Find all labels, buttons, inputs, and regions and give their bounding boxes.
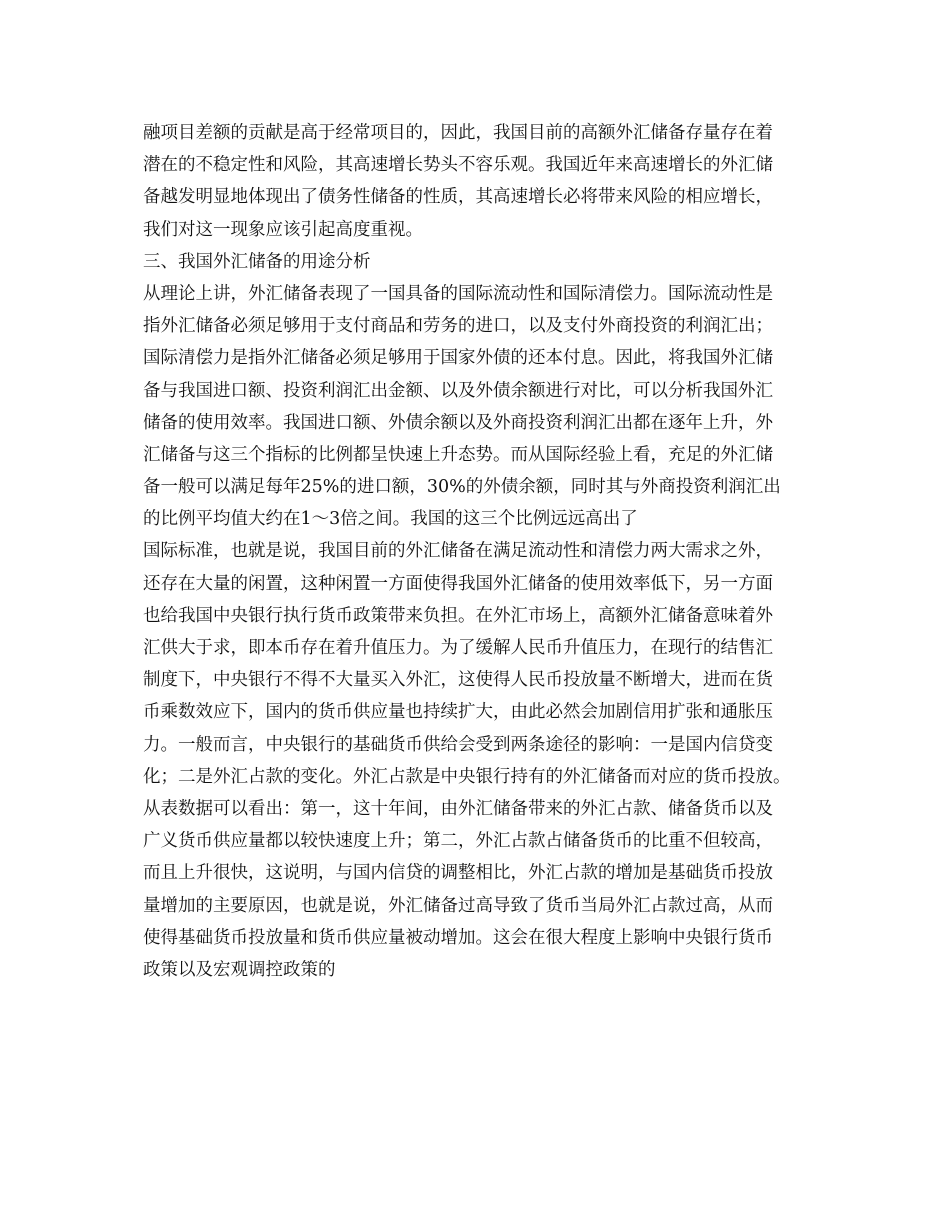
text-line: 币乘数效应下，国内的货币供应量也持续扩大，由此必然会加剧信用扩张和通胀压	[143, 702, 773, 723]
text-line: 备与我国进口额、投资利润汇出金额、以及外债余额进行对比，可以分析我国外汇	[143, 380, 773, 401]
section-heading: 三、我国外汇储备的用途分析	[143, 251, 371, 272]
text-line: 指外汇储备必须足够用于支付商品和劳务的进口，以及支付外商投资的利润汇出；	[143, 316, 773, 337]
body-text	[143, 117, 823, 986]
text-line: 从表数据可以看出：第一，这十年间，由外汇储备带来的外汇占款、储备货币以及	[143, 798, 773, 819]
text-line: 政策以及宏观调控政策的	[143, 959, 336, 980]
text-line: 而且上升很快，这说明，与国内信贷的调整相比，外汇占款的增加是基础货币投放	[143, 863, 773, 884]
text-line: 化；二是外汇占款的变化。外汇占款是中央银行持有的外汇储备而对应的货币投放。	[143, 766, 791, 787]
text-line: 还存在大量的闲置，这种闲置一方面使得我国外汇储备的使用效率低下，另一方面	[143, 573, 773, 594]
text-line: 的比例平均值大约在1～3倍之间。我国的这三个比例远远高出了	[143, 509, 638, 530]
text-line: 汇储备与这三个指标的比例都呈快速上升态势。而从国际经验上看，充足的外汇储	[143, 444, 773, 465]
text-line: 备一般可以满足每年25%的进口额，30%的外债余额，同时其与外商投资利润汇出	[143, 477, 781, 498]
text-line: 从理论上讲，外汇储备表现了一国具备的国际流动性和国际清偿力。国际流动性是	[143, 283, 773, 304]
text-line: 国际清偿力是指外汇储备必须足够用于国家外债的还本付息。因此，将我国外汇储	[143, 348, 773, 369]
text-line: 也给我国中央银行执行货币政策带来负担。在外汇市场上，高额外汇储备意味着外	[143, 605, 773, 626]
text-line: 量增加的主要原因，也就是说，外汇储备过高导致了货币当局外汇占款过高，从而	[143, 895, 773, 916]
text-line: 融项目差额的贡献是高于经常项目的，因此，我国目前的高额外汇储备存量存在着	[143, 123, 773, 143]
text-line: 力。一般而言，中央银行的基础货币供给会受到两条途径的影响：一是国内信贷变	[143, 734, 773, 755]
text-line: 潜在的不稳定性和风险，其高速增长势头不容乐观。我国近年来高速增长的外汇储	[143, 155, 773, 176]
text-line: 广义货币供应量都以较快速度上升；第二，外汇占款占储备货币的比重不但较高，	[143, 831, 773, 852]
text-line: 使得基础货币投放量和货币供应量被动增加。这会在很大程度上影响中央银行货币	[143, 927, 773, 948]
text-line: 制度下，中央银行不得不大量买入外汇，这使得人民币投放量不断增大，进而在货	[143, 670, 773, 691]
text-line: 储备的使用效率。我国进口额、外债余额以及外商投资利润汇出都在逐年上升，外	[143, 412, 773, 433]
text-line: 备越发明显地体现出了债务性储备的性质，其高速增长必将带来风险的相应增长，	[143, 187, 773, 208]
text-line: 我们对这一现象应该引起高度重视。	[143, 219, 423, 240]
text-line: 汇供大于求，即本币存在着升值压力。为了缓解人民币升值压力，在现行的结售汇	[143, 638, 773, 658]
text-line: 国际标准，也就是说，我国目前的外汇储备在满足流动性和清偿力两大需求之外，	[143, 541, 773, 562]
